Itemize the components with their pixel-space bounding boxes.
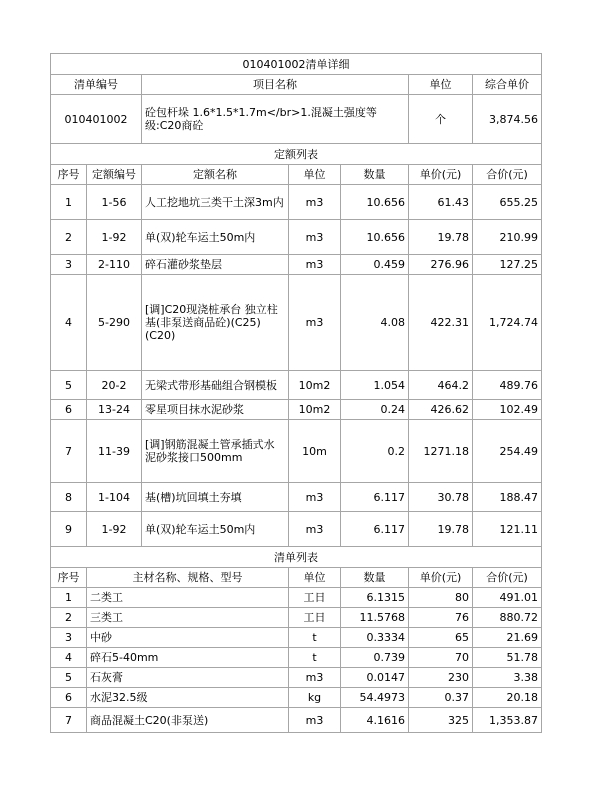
material-name: 商品混凝土C20(非泵送) [87,708,289,733]
material-total: 3.38 [473,668,542,688]
material-price: 325 [409,708,473,733]
material-total: 491.01 [473,588,542,608]
quota-no: 6 [51,400,87,420]
table-title: 010401002清单详细 [51,54,542,75]
bill-price: 3,874.56 [473,95,542,144]
quota-name: 无梁式带形基础组合钢模板 [142,371,289,400]
material-unit: t [289,648,341,668]
material-total: 21.69 [473,628,542,648]
quota-code: 5-290 [87,275,142,371]
material-name: 中砂 [87,628,289,648]
quota-code: 20-2 [87,371,142,400]
material-qty: 6.1315 [341,588,409,608]
quota-unit: m3 [289,483,341,512]
quota-price: 19.78 [409,220,473,255]
material-qty-header: 数量 [341,568,409,588]
quota-qty: 10.656 [341,185,409,220]
quota-unit: 10m2 [289,371,341,400]
quota-code: 13-24 [87,400,142,420]
quota-row [51,400,542,420]
material-unit-header: 单位 [289,568,341,588]
quota-name: 基(槽)坑回填土夯填 [142,483,289,512]
quota-code-header: 定额编号 [87,165,142,185]
quota-unit: m3 [289,275,341,371]
quota-qty: 0.24 [341,400,409,420]
quota-no: 3 [51,255,87,275]
quota-name: [调]钢筋混凝土管承插式水泥砂浆接口500mm [142,420,289,483]
quota-qty-header: 数量 [341,165,409,185]
bill-unit-header: 单位 [409,75,473,95]
quota-total: 127.25 [473,255,542,275]
quota-code: 1-104 [87,483,142,512]
material-price: 76 [409,608,473,628]
quota-code: 1-92 [87,220,142,255]
material-price-header: 单价(元) [409,568,473,588]
quota-price: 422.31 [409,275,473,371]
quota-qty: 0.2 [341,420,409,483]
bill-header-row [51,75,542,95]
material-price: 80 [409,588,473,608]
quota-qty: 4.08 [341,275,409,371]
material-qty: 4.1616 [341,708,409,733]
quota-no: 4 [51,275,87,371]
quota-no: 1 [51,185,87,220]
quota-total: 210.99 [473,220,542,255]
material-row [51,588,542,608]
material-no: 4 [51,648,87,668]
quota-total: 655.25 [473,185,542,220]
bill-name-header: 项目名称 [142,75,409,95]
quota-price: 1271.18 [409,420,473,483]
quota-code: 11-39 [87,420,142,483]
material-name: 二类工 [87,588,289,608]
quota-price-header: 单价(元) [409,165,473,185]
material-row [51,648,542,668]
quota-total: 121.11 [473,512,542,547]
material-qty: 0.3334 [341,628,409,648]
material-unit: m3 [289,668,341,688]
quota-name: 碎石灌砂浆垫层 [142,255,289,275]
material-qty: 54.4973 [341,688,409,708]
quota-qty: 1.054 [341,371,409,400]
quota-name: 单(双)轮车运土50m内 [142,512,289,547]
material-unit: 工日 [289,608,341,628]
quota-total: 102.49 [473,400,542,420]
material-price: 65 [409,628,473,648]
quota-unit: 10m2 [289,400,341,420]
bill-detail-table [50,53,542,733]
quota-no: 9 [51,512,87,547]
material-total: 20.18 [473,688,542,708]
quota-code: 1-56 [87,185,142,220]
material-no: 1 [51,588,87,608]
material-unit: kg [289,688,341,708]
quota-price: 61.43 [409,185,473,220]
quota-name: 单(双)轮车运土50m内 [142,220,289,255]
quota-total: 188.47 [473,483,542,512]
quota-price: 464.2 [409,371,473,400]
material-price: 0.37 [409,688,473,708]
quota-total: 1,724.74 [473,275,542,371]
material-name-header: 主材名称、规格、型号 [87,568,289,588]
material-no: 6 [51,688,87,708]
material-name: 碎石5-40mm [87,648,289,668]
material-qty: 0.739 [341,648,409,668]
material-header-row [51,568,542,588]
material-unit: t [289,628,341,648]
quota-row [51,185,542,220]
quota-row [51,512,542,547]
material-unit: m3 [289,708,341,733]
material-row [51,708,542,733]
material-total: 880.72 [473,608,542,628]
quota-code: 1-92 [87,512,142,547]
quota-row [51,220,542,255]
material-name: 三类工 [87,608,289,628]
material-no-header: 序号 [51,568,87,588]
material-qty: 0.0147 [341,668,409,688]
quota-row [51,371,542,400]
material-price: 70 [409,648,473,668]
quota-no: 5 [51,371,87,400]
material-total: 1,353.87 [473,708,542,733]
material-total-header: 合价(元) [473,568,542,588]
quota-no: 8 [51,483,87,512]
quota-unit: m3 [289,185,341,220]
material-no: 2 [51,608,87,628]
material-row [51,668,542,688]
bill-code: 010401002 [51,95,142,144]
quota-row [51,483,542,512]
quota-total-header: 合价(元) [473,165,542,185]
quota-price: 276.96 [409,255,473,275]
material-no: 3 [51,628,87,648]
quota-row [51,275,542,371]
material-row [51,608,542,628]
quota-price: 426.62 [409,400,473,420]
quota-price: 19.78 [409,512,473,547]
quota-unit: m3 [289,255,341,275]
quota-name: 人工挖地坑三类干土深3m内 [142,185,289,220]
quota-unit-header: 单位 [289,165,341,185]
quota-name: [调]C20现浇桩承台 独立柱基(非泵送商品砼)(C25)(C20) [142,275,289,371]
quota-row [51,420,542,483]
quota-name: 零星项目抹水泥砂浆 [142,400,289,420]
material-no: 7 [51,708,87,733]
quota-unit: m3 [289,512,341,547]
quota-total: 489.76 [473,371,542,400]
bill-row [51,95,542,144]
bill-name: 砼包杆垛 1.6*1.5*1.7m</br>1.混凝土强度等级:C20商砼 [142,95,409,144]
quota-qty: 6.117 [341,483,409,512]
material-qty: 11.5768 [341,608,409,628]
quota-section-title: 定额列表 [51,144,542,165]
material-name: 水泥32.5级 [87,688,289,708]
quota-qty: 0.459 [341,255,409,275]
quota-unit: 10m [289,420,341,483]
quota-price: 30.78 [409,483,473,512]
quota-no: 7 [51,420,87,483]
quota-unit: m3 [289,220,341,255]
quota-no: 2 [51,220,87,255]
quota-total: 254.49 [473,420,542,483]
material-total: 51.78 [473,648,542,668]
material-row [51,628,542,648]
material-no: 5 [51,668,87,688]
material-name: 石灰膏 [87,668,289,688]
material-row [51,688,542,708]
material-price: 230 [409,668,473,688]
quota-name-header: 定额名称 [142,165,289,185]
quota-row [51,255,542,275]
quota-qty: 10.656 [341,220,409,255]
bill-price-header: 综合单价 [473,75,542,95]
bill-unit: 个 [409,95,473,144]
material-unit: 工日 [289,588,341,608]
bill-code-header: 清单编号 [51,75,142,95]
quota-code: 2-110 [87,255,142,275]
quota-header-row [51,165,542,185]
quota-qty: 6.117 [341,512,409,547]
material-section-title: 清单列表 [51,547,542,568]
quota-no-header: 序号 [51,165,87,185]
